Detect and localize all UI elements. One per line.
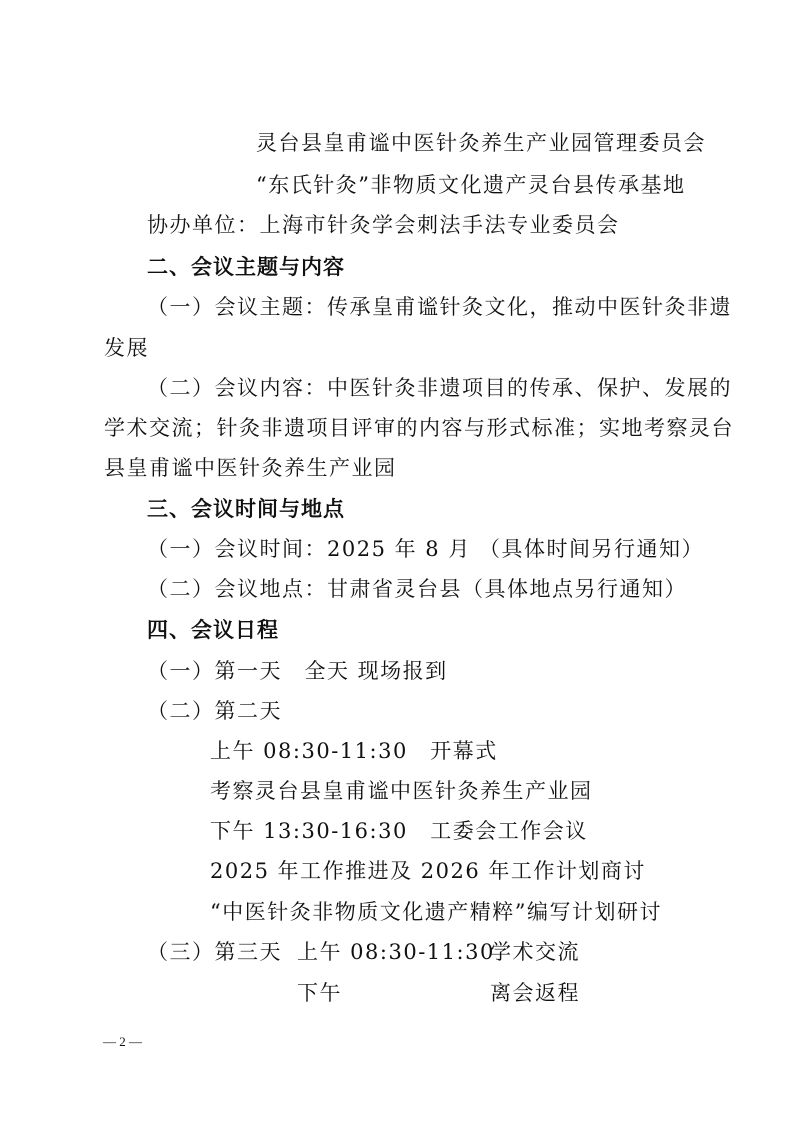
section-4-heading: 四、会议日程: [147, 618, 279, 642]
day-2-afternoon: 下午 13:30-16:30 工委会工作会议: [210, 819, 588, 843]
content-line-3: 县皇甫谧中医针灸养生产业园: [104, 456, 397, 480]
day-3-morning-event: 学术交流: [490, 940, 580, 964]
day-2-morning: 上午 08:30-11:30 开幕式: [210, 739, 498, 763]
section-3-heading: 三、会议时间与地点: [147, 497, 345, 521]
day-2-work-plan: 2025 年工作推进及 2026 年工作计划商讨: [210, 859, 646, 883]
theme-line-1: （一）会议主题：传承皇甫谧针灸文化，推动中医针灸非遗: [147, 295, 732, 319]
meeting-place-line: （二）会议地点：甘肃省灵台县（具体地点另行通知）: [147, 577, 687, 601]
day-2-compile-plan: “中医针灸非物质文化遗产精粹”编写计划研讨: [210, 900, 662, 924]
content-line-1: （二）会议内容：中医针灸非遗项目的传承、保护、发展的: [147, 376, 732, 400]
day-3-afternoon-event: 离会返程: [490, 981, 580, 1005]
page-number: — 2 —: [103, 1034, 142, 1049]
schedule-day-3: （三）第三天: [147, 940, 282, 964]
organizer-line-1: 灵台县皇甫谧中医针灸养生产业园管理委员会: [256, 131, 706, 155]
content-line-2: 学术交流；针灸非遗项目评审的内容与形式标准；实地考察灵台: [104, 416, 734, 440]
co-organizer-line: 协办单位：上海市针灸学会刺法手法专业委员会: [147, 213, 620, 237]
theme-line-2: 发展: [104, 336, 149, 360]
schedule-day-2: （二）第二天: [147, 699, 282, 723]
section-2-heading: 二、会议主题与内容: [147, 255, 345, 279]
organizer-line-2: “东氏针灸”非物质文化遗产灵台县传承基地: [256, 173, 686, 197]
schedule-day-1: （一）第一天 全天 现场报到: [147, 659, 448, 683]
day-2-visit: 考察灵台县皇甫谧中医针灸养生产业园: [210, 779, 593, 803]
day-3-afternoon-time: 下午: [297, 981, 342, 1005]
day-3-morning-time: 上午 08:30-11:30: [297, 940, 495, 964]
meeting-time-line: （一）会议时间：2025 年 8 月 （具体时间另行通知）: [147, 537, 705, 561]
